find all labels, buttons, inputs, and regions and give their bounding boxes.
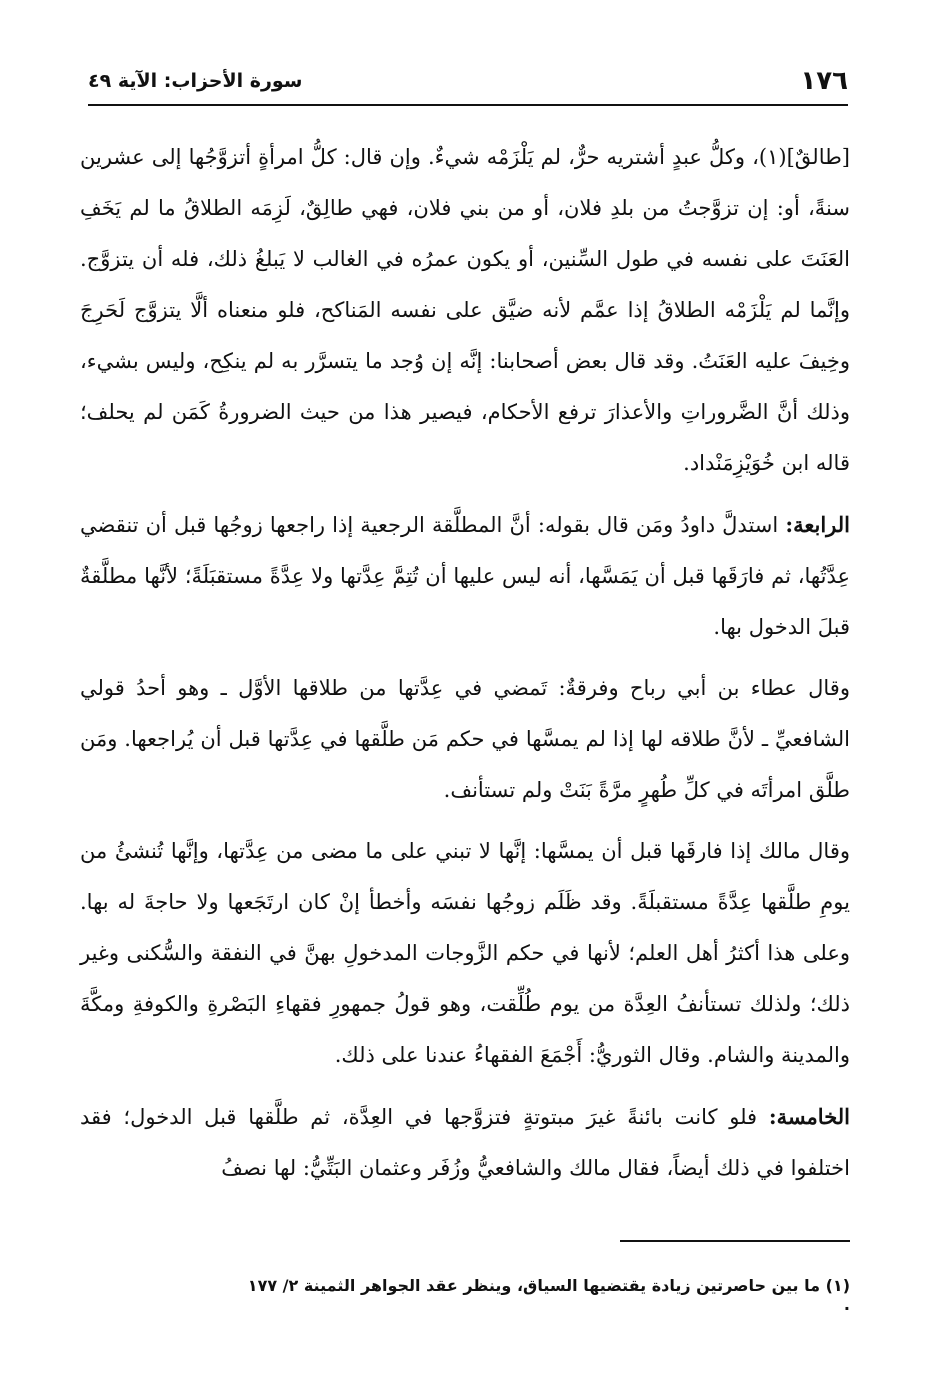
page-number: ١٧٦ bbox=[800, 66, 848, 96]
running-title: سورة الأحزاب: الآية ٤٩ bbox=[88, 70, 303, 92]
paragraph-text: فلو كانت بائنةً غيرَ مبتوتةٍ فتزوَّجها في العِدَّة، ثم طلَّقها قبل الدخول؛ فقد اختلفوا في ذلك أيضاً، فقال مالك والشافعيُّ وزُفَر وعثمان البَتِّيُّ: لها نصفُ bbox=[80, 1105, 850, 1180]
paragraph bbox=[80, 663, 850, 816]
paragraph-text: استدلَّ داودُ ومَن قال بقوله: أنَّ المطلَّقة الرجعية إذا راجعها زوجُها قبل أن تنقضي عِدَّتُها، ثم فارَقَها قبل أن يَمَسَّها، أنه ليس عليها أن تُتِمَّ عِدَّتها ولا عِدَّةً مستقبَلَةً؛ لأنَّها مطلَّقةٌ قبلَ الدخول بها. bbox=[80, 513, 850, 639]
page-header bbox=[88, 62, 848, 106]
footnote: (١) ما بين حاصرتين زيادة يقتضيها السياق، وينظر عقد الجواهر الثمينة ٢/ ١٧٧ . bbox=[247, 1276, 850, 1314]
paragraph-text: [طالقٌ](١)، وكلُّ عبدٍ أشتريه حرٌّ، لم يَلْزَمْه شيءٌ. وإن قال: كلُّ امرأةٍ أتزوَّجُها إلى عشرين سنةً، أو: إن تزوَّجتُ من بلدِ فلان، أو من بني فلان، فهي طالِقٌ، لَزِمَه الطلاقُ ما لم يَخَفِ العَنَتَ على نفسه في طول السِّنين، أو يكون عمرُه في الغالب لا يَبلغُ ذلك، فله أن يتزوَّج. وإنَّما لم يَلْزَمْه الطلاقُ إذا عمَّم لأنه ضيَّق على نفسه المَناكح، فلو منعناه ألَّا يتزوَّج لَحَرِجَ وخِيفَ عليه العَنَتُ. وقد قال بعض أصحابنا: إنَّه إن وُجد ما يتسرَّر به لم ينكِح، وليس بشيء، وذلك أنَّ الضَّروراتِ والأعذارَ ترفع الأحكام، فيصير هذا من حيث الضرورةُ كَمَن لم يحلف؛ قاله ابن خُوَيْزِمَنْداد. bbox=[80, 145, 850, 475]
main-text bbox=[80, 132, 850, 1204]
footnote-divider bbox=[620, 1240, 850, 1242]
paragraph bbox=[80, 1091, 850, 1194]
paragraph bbox=[80, 826, 850, 1081]
paragraph-text: وقال مالك إذا فارقَها قبل أن يمسَّها: إنَّها لا تبني على ما مضى من عِدَّتها، وإنَّها تُنشئُ من يومِ طلَّقها عِدَّةً مستقبلَةً. وقد ظَلَم زوجُها نفسَه وأخطأ إنْ كان ارتَجَعها ولا حاجةَ له بها. وعلى هذا أكثرُ أهل العلم؛ لأنها في حكم الزَّوجات المدخولِ بهنَّ في النفقة والسُّكنى وغير ذلك؛ ولذلك تستأنفُ العِدَّة من يوم طُلِّقت، وهو قولُ جمهورِ فقهاءِ البَصْرةِ والكوفةِ ومكَّةَ والمدينة والشام. وقال الثوريُّ: أَجْمَعَ الفقهاءُ عندنا على ذلك. bbox=[80, 839, 850, 1067]
paragraph bbox=[80, 499, 850, 653]
paragraph bbox=[80, 132, 850, 489]
section-heading: الخامسة: bbox=[768, 1104, 850, 1129]
section-heading: الرابعة: bbox=[785, 512, 850, 537]
paragraph-text: وقال عطاء بن أبي رباح وفرقةٌ: تَمضي في عِدَّتها من طلاقها الأوَّل ـ وهو أحدُ قولي الشافعيِّ ـ لأنَّ طلاقه لها إذا لم يمسَّها في حكم مَن طلَّقها في عِدَّتها قبل أن يُراجعها. ومَن طلَّق امرأتَه في كلِّ طُهرٍ مرَّةً بَنَتْ ولم تستأنف. bbox=[80, 676, 850, 802]
